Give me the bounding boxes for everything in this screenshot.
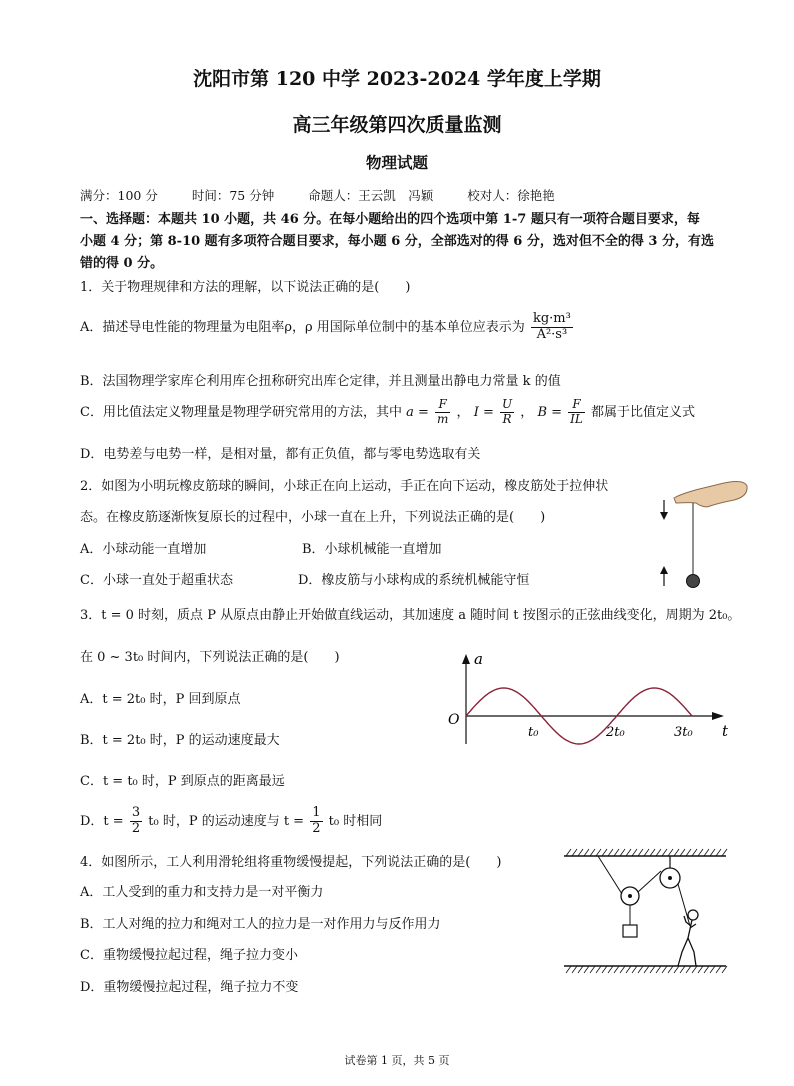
exam-title-line2: 高三年级第四次质量监测: [292, 114, 502, 136]
q2-stem-line2: 态。在橡皮筋逐渐恢复原长的过程中，小球一直在上升，下列说法正确的是( ): [80, 510, 546, 525]
full-score: 满分：100 分: [80, 188, 158, 203]
ground-hatch-mark: [608, 966, 613, 973]
exam-meta: [80, 186, 585, 204]
ground-hatch-mark: [716, 966, 721, 973]
ceiling-hatch-mark: [698, 849, 703, 856]
proofreader: 校对人：徐艳艳: [467, 188, 555, 203]
rope-to-worker: [678, 884, 690, 926]
subject-title: 物理试题: [365, 153, 428, 172]
ground-hatch-mark: [566, 966, 571, 973]
up-arrow-head: [660, 566, 668, 574]
ceiling-hatch-mark: [710, 849, 715, 856]
ground-hatch-mark: [704, 966, 709, 973]
ceiling-hatch-mark: [656, 849, 661, 856]
ground-hatch-mark: [698, 966, 703, 973]
ground-hatch-mark: [680, 966, 685, 973]
q1-option-b: B．法国物理学家库仑利用库仑扭称研究出库仑定律，并且测量出静电力常量 k 的值: [80, 374, 561, 389]
q1-option-d: D．电势差与电势一样，是相对量，都有正负值，都与零电势选取有关: [80, 447, 481, 462]
ground-hatch-mark: [662, 966, 667, 973]
q4-option-b: B．工人对绳的拉力和绳对工人的拉力是一对作用力与反作用力: [80, 917, 441, 932]
exam-title-line1: 沈阳市第 120 中学 2023-2024 学年度上学期: [193, 68, 601, 90]
ground-hatch: [566, 966, 727, 973]
ceiling-hatch-mark: [722, 849, 727, 856]
ground-hatch-mark: [686, 966, 691, 973]
ceiling-hatch-mark: [680, 849, 685, 856]
rope-middle: [638, 871, 661, 892]
q1-stem: 1．关于物理规律和方法的理解，以下说法正确的是( ): [80, 280, 411, 295]
down-arrow-head: [660, 512, 668, 520]
ceiling-hatch-mark: [590, 849, 595, 856]
rope-anchor-left: [598, 856, 622, 894]
ground-hatch-mark: [692, 966, 697, 973]
graph-tick-3t0: 3t₀: [674, 725, 693, 740]
q2-option-b: B．小球机械能一直增加: [302, 542, 442, 557]
ceiling-hatch-mark: [674, 849, 679, 856]
graph-tick-t0: t₀: [528, 725, 539, 740]
q4-pulley-figure: [560, 846, 730, 976]
ceiling-hatch-mark: [578, 849, 583, 856]
q1-unit-fraction: $\frac{\text{kg·m³}}{\text{A²·s³}}$: [532, 311, 571, 342]
section-instruction-line3: 错的得 0 分。: [80, 256, 164, 271]
ceiling-hatch-mark: [566, 849, 571, 856]
ground-hatch-mark: [602, 966, 607, 973]
graph-y-label: a: [474, 650, 483, 668]
ceiling-hatch-mark: [602, 849, 607, 856]
q4-option-c: C．重物缓慢拉起过程，绳子拉力变小: [80, 948, 298, 963]
q2-option-a: A．小球动能一直增加: [80, 542, 207, 557]
exam-time: 时间：75 分钟: [191, 188, 275, 203]
ground-hatch-mark: [650, 966, 655, 973]
ceiling-hatch-mark: [668, 849, 673, 856]
ground-hatch-mark: [656, 966, 661, 973]
ground-hatch-mark: [674, 966, 679, 973]
weight-box: [623, 925, 637, 937]
ceiling-hatch-mark: [662, 849, 667, 856]
section-instruction-line1: 一、选择题：本题共 10 小题，共 46 分。在每小题给出的四个选项中第 1-7 题只有一项符合题目要求，每: [80, 212, 700, 227]
ground-hatch-mark: [626, 966, 631, 973]
graph-x-label: t: [722, 722, 729, 740]
ground-hatch-mark: [668, 966, 673, 973]
ceiling-hatch-mark: [620, 849, 625, 856]
ceiling-hatch-mark: [596, 849, 601, 856]
q1-option-a: A．描述导电性能的物理量为电阻率ρ，ρ 用国际单位制中的基本单位应表示为 $\frac{\text{kg·m³}}{\text{A²·s³}}$: [80, 311, 571, 342]
ground-hatch-mark: [644, 966, 649, 973]
ground-hatch-mark: [710, 966, 715, 973]
ceiling-hatch-mark: [572, 849, 577, 856]
q2-option-c: C．小球一直处于超重状态: [80, 573, 233, 588]
q1-option-c: C．用比值法定义物理量是物理学研究常用的方法，其中 a = $\frac{F}{m}$ ， I = $\frac{U}{R}$ ， B = $\frac{F}{IL}$ 都属于比值定义式: [80, 397, 696, 426]
ceiling-hatch-mark: [626, 849, 631, 856]
movable-pulley-hub: [628, 894, 632, 898]
fixed-pulley-hub: [668, 876, 672, 880]
ground-hatch-mark: [614, 966, 619, 973]
page-footer: 试卷第 1 页，共 5 页: [344, 1054, 450, 1067]
graph-tick-2t0: 2t₀: [606, 725, 625, 740]
section-instruction-line2: 小题 4 分；第 8-10 题有多项符合题目要求，每小题 6 分，全部选对的得 6 分，选对但不全的得 3 分，有选: [80, 234, 714, 249]
ground-hatch-mark: [572, 966, 577, 973]
graph-x-axis-arrow: [712, 712, 724, 720]
q4-option-d: D．重物缓慢拉起过程，绳子拉力不变: [80, 980, 299, 995]
ceiling-hatch-mark: [644, 849, 649, 856]
ceiling-hatch-mark: [716, 849, 721, 856]
ceiling-hatch-mark: [686, 849, 691, 856]
ground-hatch-mark: [578, 966, 583, 973]
ceiling-hatch-mark: [704, 849, 709, 856]
graph-y-axis-arrow: [462, 654, 470, 664]
ceiling-hatch-mark: [632, 849, 637, 856]
ceiling-hatch-mark: [608, 849, 613, 856]
ground-hatch-mark: [638, 966, 643, 973]
ground-hatch-mark: [596, 966, 601, 973]
hand-illustration: [674, 482, 747, 507]
q4-stem: 4．如图所示，工人利用滑轮组将重物缓慢提起，下列说法正确的是( ): [80, 855, 502, 870]
q2-option-d: D．橡皮筋与小球构成的系统机械能守恒: [298, 573, 530, 588]
ceiling-hatch-mark: [614, 849, 619, 856]
ceiling-hatch: [566, 849, 727, 856]
ceiling-hatch-mark: [638, 849, 643, 856]
q2-hand-ball-figure: [650, 476, 750, 596]
q4-option-a: A．工人受到的重力和支持力是一对平衡力: [80, 885, 324, 900]
graph-origin-label: O: [448, 712, 460, 728]
q2-stem-line1: 2．如图为小明玩橡皮筋球的瞬间，小球正在向上运动，手正在向下运动，橡皮筋处于拉伸状: [80, 479, 609, 494]
q3-option-b: B．t = 2t₀ 时，P 的运动速度最大: [80, 733, 280, 748]
q3-option-d: D．t = $\frac{3}{2}$ t₀ 时，P 的运动速度与 t = $\frac{1}{2}$ t₀ 时相同: [80, 805, 383, 836]
ceiling-hatch-mark: [650, 849, 655, 856]
ground-hatch-mark: [584, 966, 589, 973]
ground-hatch-mark: [722, 966, 727, 973]
ceiling-hatch-mark: [692, 849, 697, 856]
q3-option-a: A．t = 2t₀ 时，P 回到原点: [80, 692, 241, 707]
q3-stem-line1: 3．t = 0 时刻，质点 P 从原点由静止开始做直线运动，其加速度 a 随时间 t 按图示的正弦曲线变化，周期为 2t₀。: [80, 608, 741, 623]
ball-shape: [687, 575, 700, 588]
ground-hatch-mark: [590, 966, 595, 973]
q3-option-c: C．t = t₀ 时，P 到原点的距离最远: [80, 774, 285, 789]
ground-hatch-mark: [620, 966, 625, 973]
ceiling-hatch-mark: [584, 849, 589, 856]
ground-hatch-mark: [632, 966, 637, 973]
q3-acceleration-graph: [440, 648, 740, 748]
q3-stem-line2: 在 0 ~ 3t₀ 时间内，下列说法正确的是( ): [80, 650, 340, 665]
question-author: 命题人：王云凯 冯颖: [308, 188, 434, 203]
